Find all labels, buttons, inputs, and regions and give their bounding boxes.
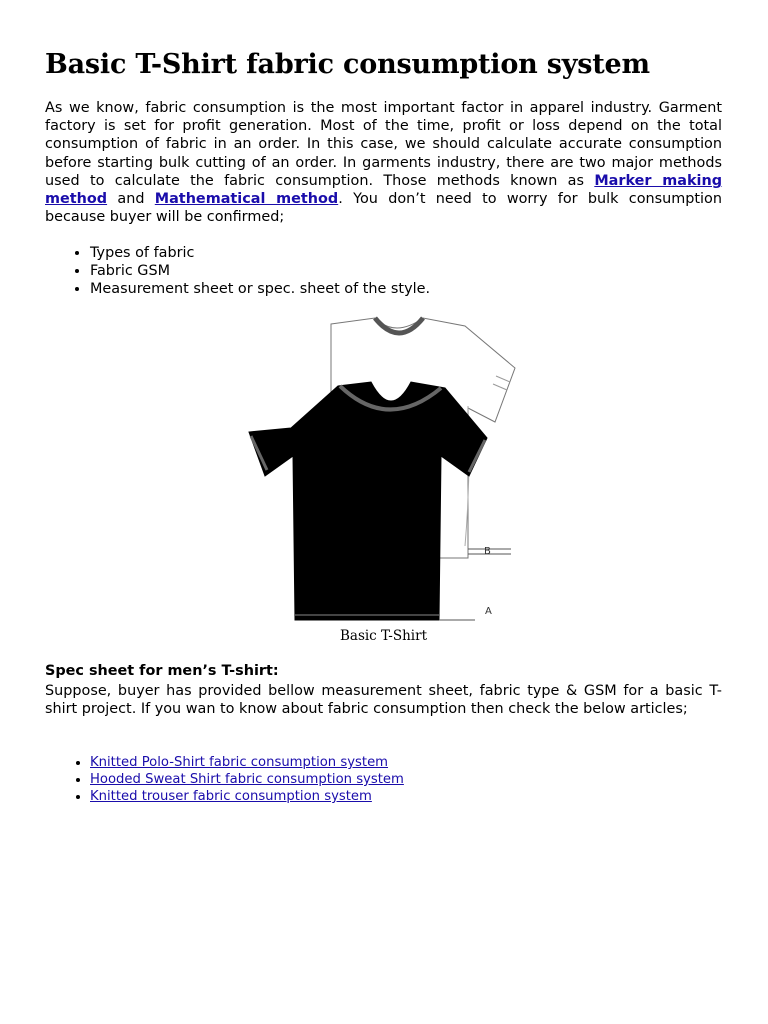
tshirt-illustration: [243, 316, 523, 626]
intro-text-3: . You don’t need to worry for bulk consumption because buyer will be confirmed;: [45, 191, 722, 226]
spec-heading: Spec sheet for men’s T-shirt:: [45, 663, 279, 679]
label-b: B: [484, 546, 491, 557]
intro-paragraph: [45, 99, 722, 226]
tshirt-figure: [243, 316, 523, 626]
spec-paragraph: Suppose, buyer has provided bellow measurement sheet, fabric type & GSM for a basic T-shirt project. If you wan to know about fabric consumption then check the below articles;: [45, 683, 722, 718]
list-item: [90, 754, 722, 771]
mathematical-method-link[interactable]: Mathematical method: [154, 191, 339, 208]
intro-text-1: As we know, fabric consumption is the most important factor in apparel industry. Garment factory is set for profit generation. Most of the time, profit or loss depend on the total consumption of fabric in an order. In this case, we should calculate accurate consumption before starting bulk cutting of an order. In garments industry, there are two major methods used to calculate the fabric consumption. Those methods known as: [45, 100, 722, 189]
list-item: [90, 771, 722, 788]
intro-text-2: and: [107, 191, 155, 208]
list-item: • Measurement sheet or spec. sheet of the style.: [90, 280, 722, 298]
list-item: [90, 788, 722, 805]
polo-shirt-link[interactable]: Knitted Polo-Shirt fabric consumption system: [90, 755, 389, 770]
list-item: • Fabric GSM: [90, 262, 722, 280]
related-articles-list: [45, 754, 722, 805]
list-item: • Types of fabric: [90, 244, 722, 262]
page-title: Basic T-Shirt fabric consumption system: [45, 49, 650, 80]
figure-caption: Basic T-Shirt: [339, 628, 428, 644]
marker-making-method-link[interactable]: Marker making method: [45, 172, 723, 208]
label-a: A: [485, 606, 492, 617]
hooded-sweat-shirt-link[interactable]: Hooded Sweat Shirt fabric consumption system: [90, 772, 404, 787]
requirements-list: [45, 244, 722, 299]
knitted-trouser-link[interactable]: Knitted trouser fabric consumption system: [90, 789, 372, 804]
